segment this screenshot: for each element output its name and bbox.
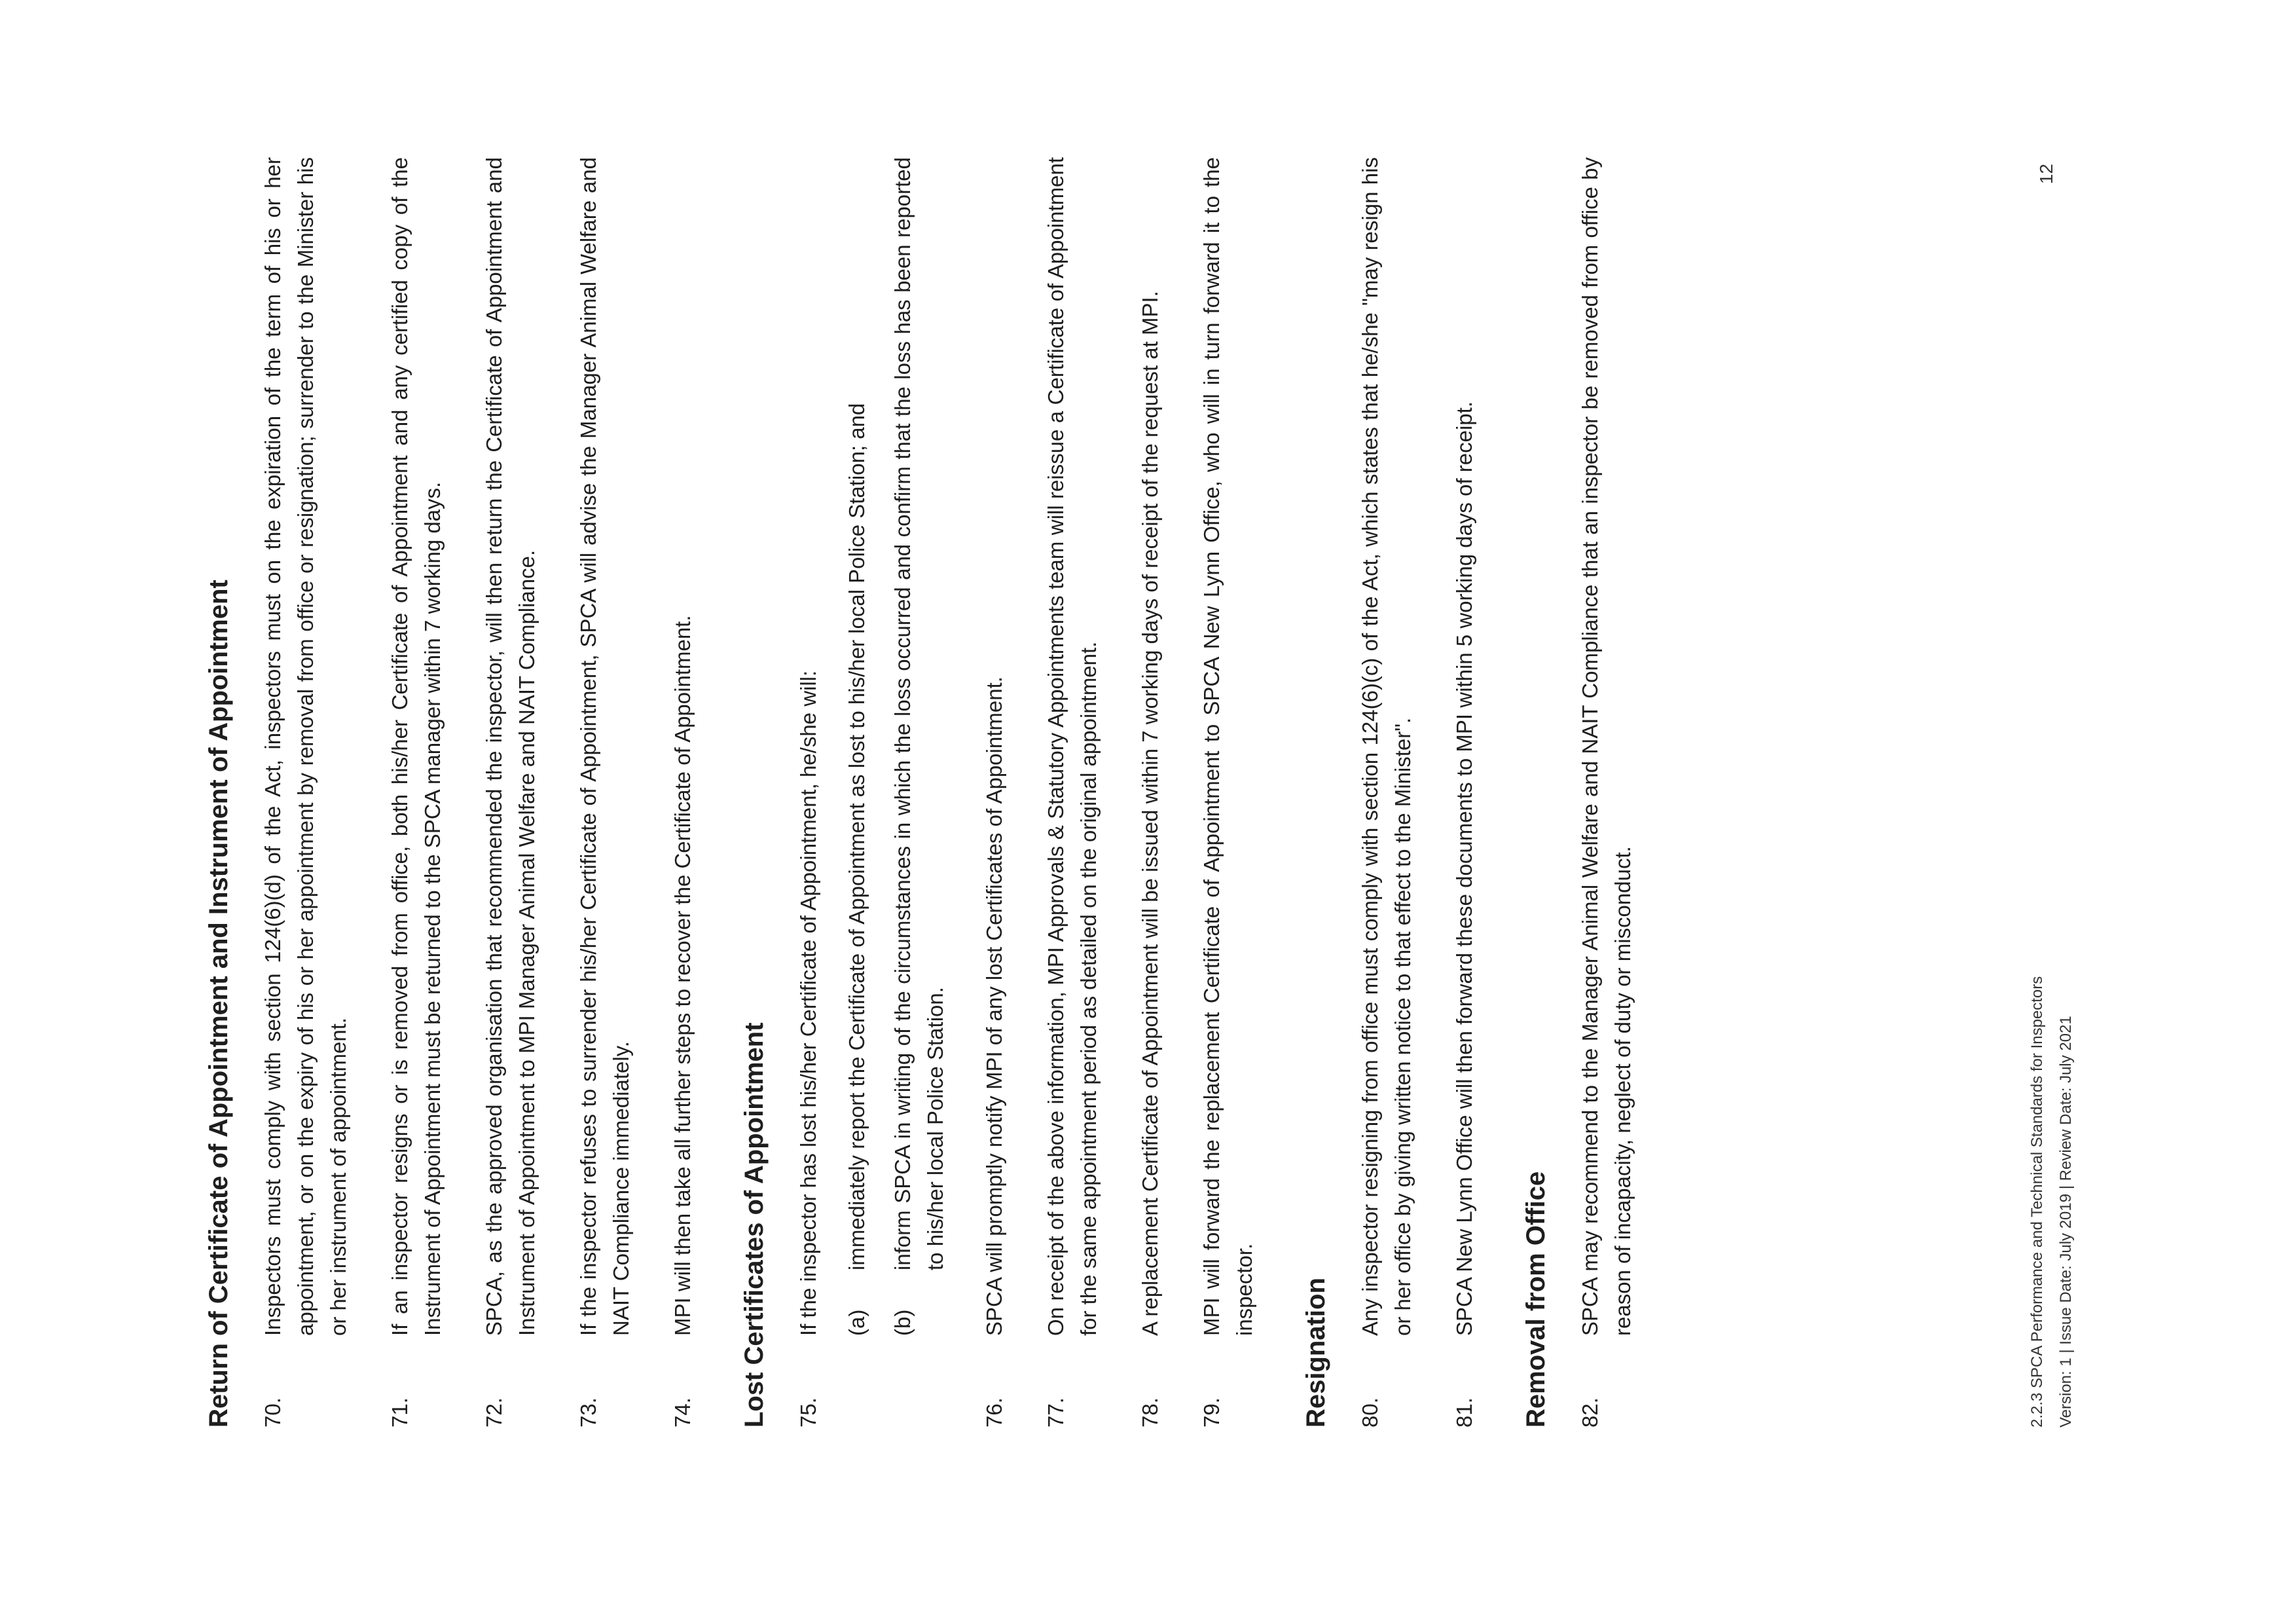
section-resignation: [1300, 157, 1481, 1428]
paragraph-text: If an inspector resigns or is removed from office, both his/her Certificate of Appointment and any certified copy of the Instrument of Appointment must be returned to the SPCA manager within 7 working days.: [388, 157, 445, 1336]
sub-paragraph-text: immediately report the Certificate of Appointment as lost to his/her local Police Station; and: [845, 403, 869, 1270]
paragraph-text: If the inspector refuses to surrender his/her Certificate of Appointment, SPCA will advise the Manager Animal Welfare and NAIT Compliance immediately.: [576, 157, 633, 1336]
paragraph-number: 74.: [670, 1397, 695, 1428]
paragraph: [478, 157, 543, 1428]
paragraph-text: A replacement Certificate of Appointment will be issued within 7 working days of receipt of the request at MPI.: [1138, 291, 1162, 1336]
paragraph-number: 80.: [1358, 1397, 1382, 1428]
section-lost-certificates: [738, 157, 1261, 1428]
paragraph: [1448, 157, 1481, 1428]
paragraph: [1354, 157, 1419, 1428]
section-removal-from-office: [1520, 157, 1639, 1428]
section-heading: Return of Certificate of Appointment and Instrument of Appointment: [204, 580, 233, 1428]
paragraph-text: On receipt of the above information, MPI Approvals & Statutory Appointments team will reissue a Certificate of Appointment for the same appointment period as detailed on the original appointment.: [1044, 157, 1101, 1336]
paragraph: [572, 157, 638, 1428]
footer-document-title: 2.2.3 SPCA Performance and Technical Standards for Inspectors: [2028, 976, 2046, 1428]
footer-version-info: Version: 1 | Issue Date: July 2019 | Review Date: July 2021: [2057, 1016, 2075, 1428]
paragraph-number: 73.: [576, 1397, 600, 1428]
sub-paragraph-text: inform SPCA in writing of the circumstances in which the loss occurred and confirm that the loss has been reported to his/her local Police Station.: [890, 157, 947, 1270]
paragraph-number: 82.: [1578, 1397, 1602, 1428]
paragraph-text: Any inspector resigning from office must comply with section 124(6)(c) of the Act, which states that he/she "may resign his or her office by giving written notice to that effect to the Minister".: [1358, 157, 1415, 1336]
paragraph-text: SPCA New Lynn Office will then forward these documents to MPI within 5 working days of receipt.: [1452, 401, 1476, 1336]
paragraph-text: Inspectors must comply with section 124(6)(d) of the Act, inspectors must on the expiration of the term of his or her appointment, or on the expiry of his or her appointment by removal from office or resignation; surrender to the Minister his or her instrument of appointment.: [261, 157, 350, 1336]
sub-paragraph-letter: (a): [845, 1309, 869, 1336]
sub-paragraph: [841, 157, 873, 1336]
page-footer: [2023, 157, 2081, 1428]
paragraph-text: MPI will forward the replacement Certificate of Appointment to SPCA New Lynn Office, who will in turn forward it to the inspector.: [1199, 157, 1256, 1336]
sub-paragraph-letter: (b): [890, 1309, 915, 1336]
page-number: 12: [2036, 164, 2056, 185]
paragraph-number: 77.: [1044, 1397, 1068, 1428]
paragraph: [1134, 157, 1167, 1428]
paragraph: [1195, 157, 1261, 1428]
paragraph: [257, 157, 355, 1428]
paragraph-number: 71.: [388, 1397, 412, 1428]
paragraph-text: MPI will then take all further steps to recover the Certificate of Appointment.: [670, 615, 695, 1336]
paragraph: [978, 157, 1011, 1428]
paragraph-number: 79.: [1199, 1397, 1224, 1428]
paragraph-text: If the inspector has lost his/her Certificate of Appointment, he/she will:: [796, 670, 820, 1336]
paragraph-number: 78.: [1138, 1397, 1162, 1428]
paragraph-number: 70.: [261, 1397, 285, 1428]
paragraph-text: SPCA will promptly notify MPI of any lost Certificates of Appointment.: [982, 676, 1006, 1336]
section-heading: Removal from Office: [1522, 1171, 1550, 1428]
section-return-certificate: [203, 157, 699, 1428]
sub-paragraph: [886, 157, 952, 1336]
paragraph: [1574, 157, 1639, 1428]
section-heading: Lost Certificates of Appointment: [740, 1022, 769, 1428]
paragraph-text: SPCA, as the approved organisation that recommended the inspector, will then return the Certificate of Appointment and Instrument of Appointment to MPI Manager Animal Welfare and NAIT Compliance.: [482, 157, 539, 1336]
paragraph: [666, 157, 699, 1428]
document-body: [203, 157, 1679, 1428]
paragraph: [792, 157, 825, 1428]
paragraph-number: 75.: [796, 1397, 820, 1428]
paragraph: [384, 157, 449, 1428]
paragraph-number: 72.: [482, 1397, 506, 1428]
paragraph-number: 76.: [982, 1397, 1006, 1428]
paragraph-number: 81.: [1452, 1397, 1476, 1428]
paragraph: [1040, 157, 1105, 1428]
section-heading: Resignation: [1302, 1278, 1330, 1428]
paragraph-text: SPCA may recommend to the Manager Animal Welfare and NAIT Compliance that an inspector be removed from office by reason of incapacity, neglect of duty or misconduct.: [1578, 157, 1635, 1336]
